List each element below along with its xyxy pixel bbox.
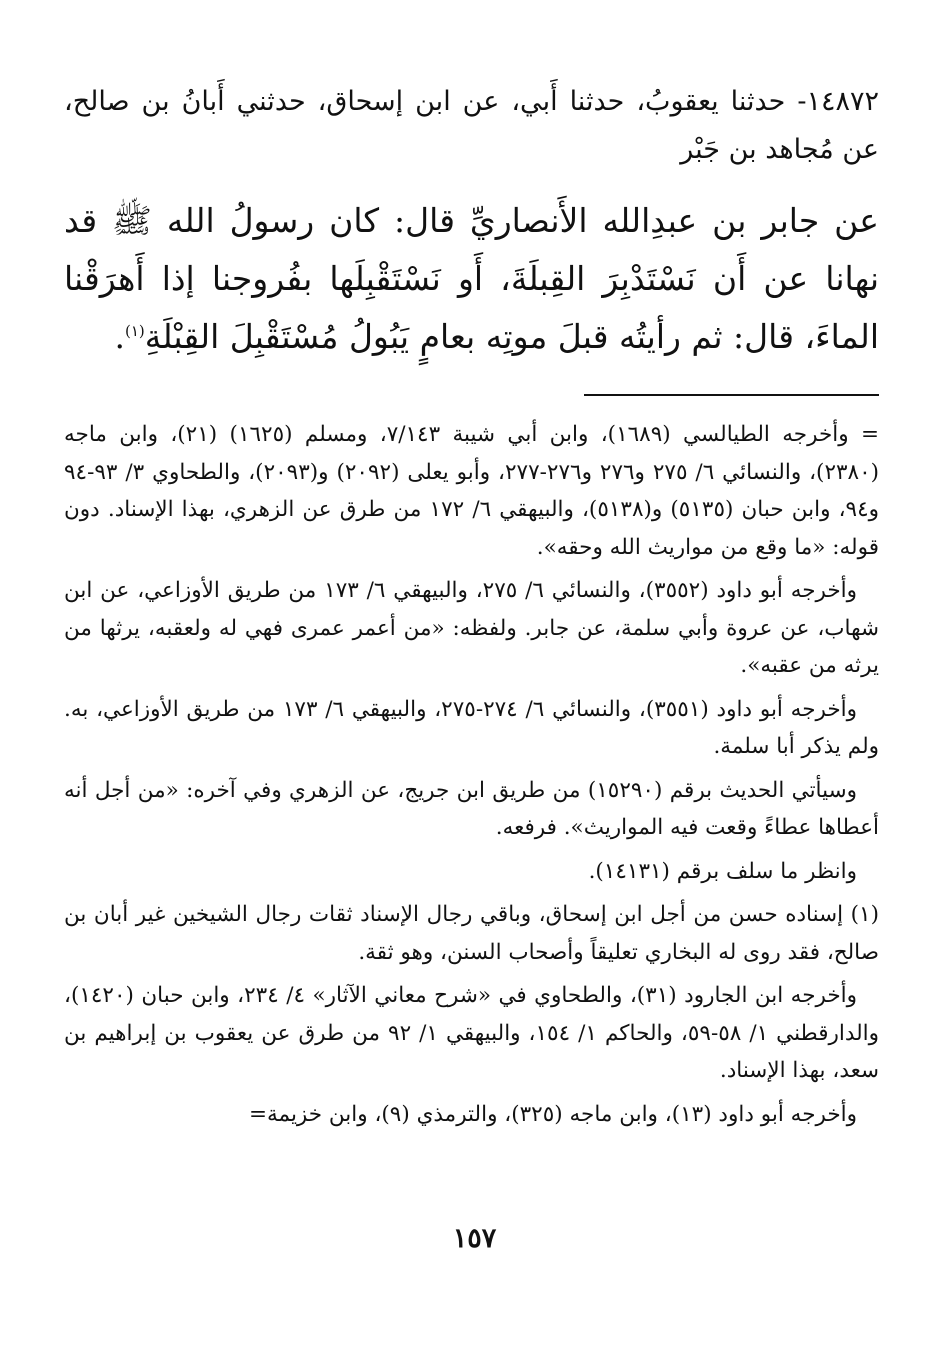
footnote-paragraph: وسيأتي الحديث برقم (١٥٢٩٠) من طريق ابن جريج، عن الزهري وفي آخره: «من أجل أنه أعطاها عطاءً وقعت فيه المواريث». فرفعه. — [64, 777, 879, 840]
hadith-matn-text: عن جابر بن عبدِالله الأَنصاريِّ قال: كان رسولُ الله ﷺ قد نهانا عن أَن نَسْتَدْبِرَ القِبلَةَ، أَو نَسْتَقْبِلَها بفُروجنا إذا أَهرَقْنا الماءَ، قال: ثم رأيتُه قبلَ موتِه بعامٍ يَبُولُ مُسْتَقْبِلَ القِبْلَةِ — [64, 201, 879, 356]
hadith-matn — [64, 192, 879, 366]
footnote-paragraph: = وأخرجه الطيالسي (١٦٨٩)، وابن أبي شيبة ٧/١٤٣، ومسلم (١٦٢٥) (٢١)، وابن ماجه (٢٣٨٠)، والنسائي ٦/ ٢٧٥ و٢٧٦ و٢٧٦-٢٧٧، وأبو يعلى (٢٠٩٢) و(٢٠٩٣)، والطحاوي ٣/ ٩٣-٩٤ و٩٤، وابن حبان (٥١٣٥) و(٥١٣٨)، والبيهقي ٦/ ١٧٢ من طرق عن الزهري، بهذا الإسناد. دون قوله: «ما وقع من مواريث الله وحقه». — [64, 422, 880, 560]
footnote-paragraph: وأخرجه أبو داود (٣٥٥٢)، والنسائي ٦/ ٢٧٥، والبيهقي ٦/ ١٧٣ من طريق الأوزاعي، عن ابن شهاب، عن عروة وأبي سلمة، عن جابر. ولفظه: «من أعمر عمرى فهي له ولعقبه، يرثها من يرثه من عقبه». — [64, 578, 879, 678]
footnote-paragraph: (١) إسناده حسن من أجل ابن إسحاق، وباقي رجال الإسناد ثقات رجال الشيخين غير أبان بن صالح، فقد روى له البخاري تعليقاً وأصحاب السنن، وهو ثقة. — [64, 902, 879, 965]
page-number: ١٥٧ — [452, 1223, 497, 1254]
footnote-paragraph: وأخرجه أبو داود (١٣)، وابن ماجه (٣٢٥)، والترمذي (٩)، وابن خزيمة= — [248, 1101, 857, 1127]
footnote-paragraph: وأخرجه ابن الجارود (٣١)، والطحاوي في «شرح معاني الآثار» ٤/ ٢٣٤، وابن حبان (١٤٢٠)، والدارقطني ١/ ٥٨-٥٩، والحاكم ١/ ١٥٤، والبيهقي ١/ ٩٢ من طرق عن يعقوب بن إبراهيم بن سعد، بهذا الإسناد. — [64, 983, 880, 1083]
footnote-paragraph: وانظر ما سلف برقم (١٤١٣١). — [588, 858, 857, 884]
footnotes — [64, 416, 879, 1133]
matn-end: . — [114, 317, 125, 356]
footnote-paragraph: وأخرجه أبو داود (٣٥٥١)، والنسائي ٦/ ٢٧٤-٢٧٥، والبيهقي ٦/ ١٧٣ من طريق الأوزاعي، به. ولم يذكر أبا سلمة. — [64, 696, 879, 759]
footnote-marker: (١) — [124, 322, 145, 340]
footnote-divider — [584, 394, 879, 396]
hadith-isnad: ١٤٨٧٢- حدثنا يعقوبُ، حدثنا أَبي، عن ابن إسحاق، حدثني أَبانُ بن صالح، عن مُجاهد بن جَبْر — [64, 86, 879, 165]
